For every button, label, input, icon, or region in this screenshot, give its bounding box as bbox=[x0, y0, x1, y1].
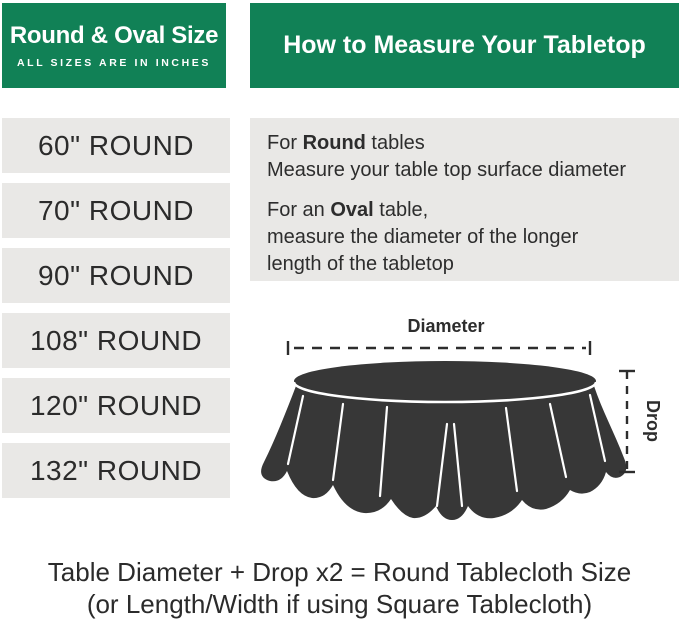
round-instruction-suffix: tables bbox=[365, 132, 425, 154]
left-header-title: Round & Oval Size bbox=[9, 22, 219, 49]
size-row-108: 108" ROUND bbox=[2, 313, 230, 368]
formula-caption bbox=[0, 556, 679, 620]
oval-table-instruction bbox=[267, 197, 671, 278]
oval-instruction-prefix: For an bbox=[267, 199, 331, 221]
oval-instruction-suffix: table, bbox=[373, 199, 429, 221]
tablecloth-diagram bbox=[250, 300, 679, 530]
round-instruction-line2: Measure your table top surface diameter bbox=[267, 159, 627, 181]
size-row-70: 70" ROUND bbox=[2, 183, 230, 238]
formula-line2: (or Length/Width if using Square Tablecloth) bbox=[86, 589, 593, 619]
size-row-90: 90" ROUND bbox=[2, 248, 230, 303]
size-row-120: 120" ROUND bbox=[2, 378, 230, 433]
tablecloth-illustration bbox=[250, 300, 679, 530]
formula-line1: Table Diameter + Drop x2 = Round Tablecloth Size bbox=[47, 557, 632, 587]
right-header-title: How to Measure Your Tabletop bbox=[283, 31, 646, 59]
oval-instruction-line3: length of the tabletop bbox=[267, 253, 454, 275]
round-instruction-keyword: Round bbox=[302, 132, 366, 154]
left-header-panel bbox=[2, 3, 226, 88]
size-list bbox=[2, 118, 230, 508]
round-table-instruction bbox=[267, 130, 671, 184]
left-header-subtitle: ALL SIZES ARE IN INCHES bbox=[17, 57, 211, 69]
measuring-instructions-panel bbox=[250, 118, 679, 281]
oval-instruction-keyword: Oval bbox=[330, 199, 374, 221]
right-header-panel bbox=[250, 3, 679, 88]
drop-label: Drop bbox=[643, 400, 663, 442]
size-row-132: 132" ROUND bbox=[2, 443, 230, 498]
size-row-60: 60" ROUND bbox=[2, 118, 230, 173]
round-instruction-prefix: For bbox=[267, 132, 303, 154]
diameter-label: Diameter bbox=[407, 316, 485, 336]
oval-instruction-line2: measure the diameter of the longer bbox=[267, 226, 579, 248]
